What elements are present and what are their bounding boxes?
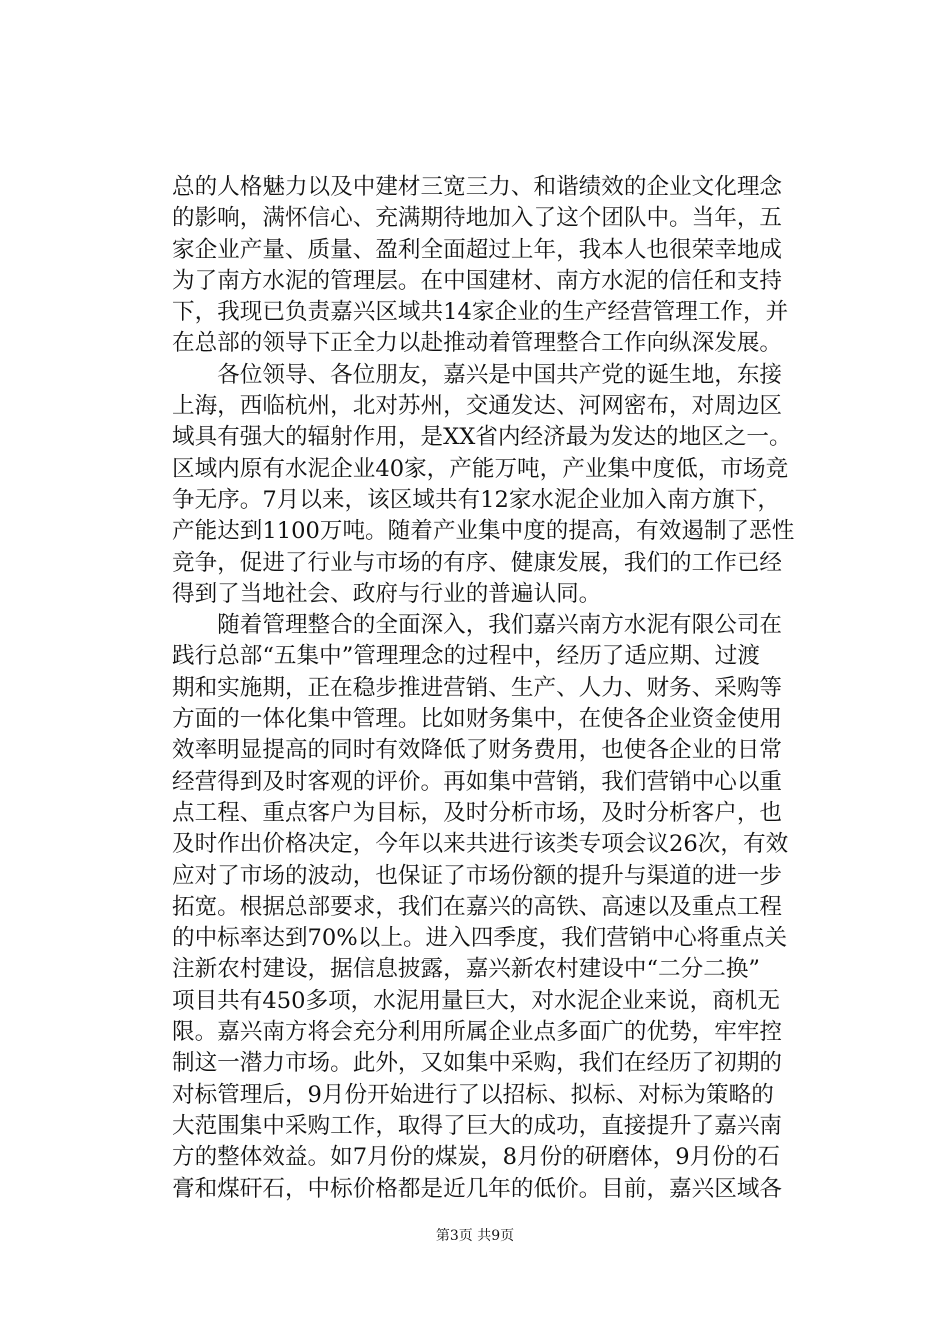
- text-line: 践行总部“五集中”管理理念的过程中，经历了适应期、过渡: [172, 643, 760, 670]
- body-text: [172, 172, 837, 1205]
- text-line: 及时作出价格决定，今年以来共进行该类专项会议26次，有效: [172, 831, 789, 858]
- text-line: 期和实施期，正在稳步推进营销、生产、人力、财务、采购等: [172, 674, 783, 701]
- text-line: 在总部的领导下正全力以赴推动着管理整合工作向纵深发展。: [172, 330, 783, 357]
- text-line: 效率明显提高的同时有效降低了财务费用，也使各企业的日常: [172, 737, 783, 764]
- text-line: 对标管理后，9月份开始进行了以招标、拟标、对标为策略的: [172, 1081, 774, 1108]
- text-line: 拓宽。根据总部要求，我们在嘉兴的高铁、高速以及重点工程: [172, 893, 783, 920]
- text-line: 方面的一体化集中管理。比如财务集中，在使各企业资金使用: [172, 706, 783, 733]
- text-line: 家企业产量、质量、盈利全面超过上年，我本人也很荣幸地成: [172, 236, 783, 263]
- text-line: 各位领导、各位朋友，嘉兴是中国共产党的诞生地，东接: [172, 361, 783, 388]
- text-line: 应对了市场的波动，也保证了市场份额的提升与渠道的进一步: [172, 862, 783, 889]
- text-line: 点工程、重点客户为目标，及时分析市场，及时分析客户，也: [172, 799, 783, 826]
- text-line: 注新农村建设，据信息披露，嘉兴新农村建设中“二分二换”: [172, 956, 760, 983]
- text-line: 争无序。7月以来，该区域共有12家水泥企业加入南方旗下，: [172, 486, 780, 513]
- text-line: 总的人格魅力以及中建材三宽三力、和谐绩效的企业文化理念: [172, 174, 783, 200]
- text-line: 上海，西临杭州，北对苏州，交通发达、河网密布，对周边区: [172, 393, 783, 420]
- text-line: 域具有强大的辐射作用，是XX省内经济最为发达的地区之一。: [172, 424, 792, 451]
- text-line: 竞争，促进了行业与市场的有序、健康发展，我们的工作已经: [172, 549, 783, 576]
- text-line: 区域内原有水泥企业40家，产能万吨，产业集中度低，市场竞: [172, 455, 789, 482]
- text-line: 方的整体效益。如7月份的煤炭，8月份的研磨体，9月份的石: [172, 1144, 780, 1171]
- text-line: 经营得到及时客观的评价。再如集中营销，我们营销中心以重: [172, 768, 783, 795]
- text-line: 项目共有450多项，水泥用量巨大，对水泥企业来说，商机无: [172, 987, 780, 1014]
- text-line: 大范围集中采购工作，取得了巨大的成功，直接提升了嘉兴南: [172, 1112, 783, 1139]
- text-line: 膏和煤矸石，中标价格都是近几年的低价。目前，嘉兴区域各: [172, 1175, 783, 1202]
- text-line: 随着管理整合的全面深入，我们嘉兴南方水泥有限公司在: [172, 612, 783, 639]
- text-line: 产能达到1100万吨。随着产业集中度的提高，有效遏制了恶性: [172, 518, 795, 545]
- text-line: 下，我现已负责嘉兴区域共14家企业的生产经营管理工作，并: [172, 299, 789, 326]
- text-line: 制这一潜力市场。此外，又如集中采购，我们在经历了初期的: [172, 1050, 783, 1077]
- text-line: 的中标率达到70%以上。进入四季度，我们营销中心将重点关: [172, 925, 788, 952]
- text-line: 限。嘉兴南方将会充分利用所属企业点多面广的优势，牢牢控: [172, 1019, 783, 1046]
- text-line: 为了南方水泥的管理层。在中国建材、南方水泥的信任和支持: [172, 267, 783, 294]
- text-line: 的影响，满怀信心、充满期待地加入了这个团队中。当年，五: [172, 205, 783, 232]
- page-footer: 第3页 共9页: [435, 1228, 515, 1244]
- text-line: 得到了当地社会、政府与行业的普遍认同。: [172, 580, 602, 607]
